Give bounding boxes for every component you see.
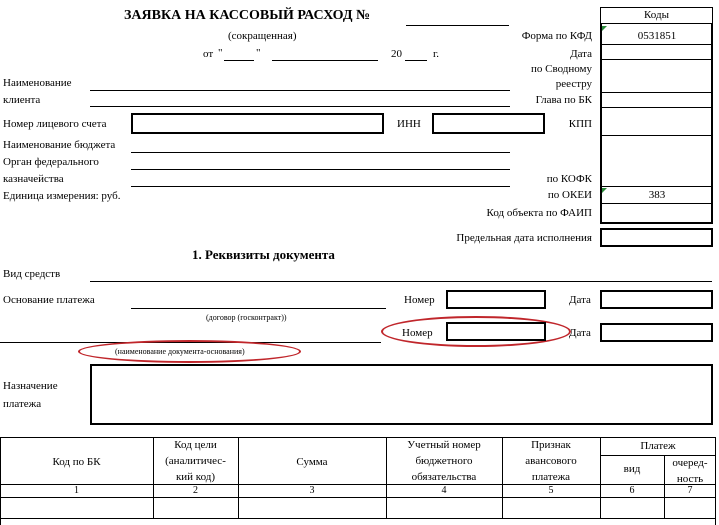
number2-label: Номер [402,327,433,339]
kofk-label: по КОФК [546,173,592,185]
header-line: обязательства [411,471,477,483]
header-line: очеред- [672,457,708,469]
payment-basis-line[interactable] [131,308,386,309]
form-kfd-label: Форма по КФД [521,30,592,42]
date-field[interactable] [600,290,713,309]
glava-bk-label: Глава по БК [535,94,592,106]
treasury-label-line2: казначейства [3,173,64,185]
form-title: ЗАЯВКА НА КАССОВЫЙ РАСХОД № [124,8,371,23]
table-numbers-bottom [0,497,716,498]
header-line: (аналитичес- [165,455,226,467]
budget-label: Наименование бюджета [3,139,116,151]
col-number: 7 [687,485,693,496]
funds-label: Вид средств [3,268,61,280]
col-number: 6 [629,485,635,496]
basis-doc-note: (наименование документа-основания) [115,347,245,356]
deadline-label: Предельная дата исполнения [456,232,592,244]
payment-basis-label: Основание платежа [3,294,95,306]
codes-row-divider [600,44,713,45]
client-name-line[interactable] [90,106,510,107]
header-line: бюджетного [415,455,473,467]
purpose-label-line1: Назначение [3,380,58,392]
header-kod-celi [153,437,238,485]
header-summa [238,454,386,470]
codes-header: Коды [644,9,669,21]
header-line: авансового [525,455,577,467]
registry-label-line2: реестру [555,78,592,90]
col-number: 1 [74,485,79,496]
header-line: Сумма [296,456,328,468]
number-label: Номер [404,294,435,306]
header-line: платежа [531,471,571,483]
table-col-divider [238,437,239,518]
funds-line[interactable] [90,281,712,282]
form-subtitle: (сокращенная) [228,30,297,42]
codes-row-divider [600,107,713,108]
table-row-bottom [0,518,716,519]
treasury-line[interactable] [131,186,510,187]
inn-field[interactable] [432,113,545,134]
codes-row-divider [600,135,713,136]
date-month-line[interactable] [272,60,378,61]
form-number-line[interactable] [406,25,509,26]
date-quote-close: " [256,47,261,59]
okei-label: по ОКЕИ [547,189,592,201]
account-label: Номер лицевого счета [3,118,107,130]
purpose-label-line2: платежа [3,398,42,410]
header-payment-vid [600,461,664,477]
client-name-label-line2: клиента [3,94,41,106]
header-payment-group: Платеж [640,440,676,452]
header-line: Признак [531,439,571,451]
header-line: Учетный номер [407,439,481,451]
date-year-line[interactable] [405,60,427,61]
date-day-line[interactable] [224,60,254,61]
date-label: Дата [569,294,591,306]
year-suffix: г. [433,48,440,60]
form-kfd-value[interactable]: 0531851 [637,30,677,42]
date2-field[interactable] [600,323,713,342]
number2-field[interactable] [446,322,546,341]
header-line: кий код) [175,471,216,483]
col-number: 2 [193,485,198,496]
kpp-label: КПП [568,118,592,130]
date-quote-open: " [218,47,223,59]
header-line: вид [623,463,641,475]
header-line: Код по БК [52,456,101,468]
header-line: Код цели [174,439,217,451]
header-line: ность [676,473,704,485]
col-number: 3 [309,485,315,496]
date2-label: Дата [569,327,591,339]
date-from-label: от [203,48,214,60]
codes-date-label: Дата [570,48,592,60]
header-priznak [502,437,600,485]
treasury-line[interactable] [131,169,510,170]
codes-row-divider [600,92,713,93]
registry-label-line1: по Сводному [530,63,592,75]
col-number: 4 [441,485,447,496]
codes-row-divider [600,59,713,60]
codes-header-cell [600,7,713,24]
contract-note: (договор (госконтракт)) [206,313,287,322]
purpose-field[interactable] [90,364,713,425]
account-field[interactable] [131,113,384,134]
client-name-line[interactable] [90,90,510,91]
header-kod-bk [0,454,153,470]
col-number: 5 [548,485,554,496]
section-title: 1. Реквизиты документа [192,247,335,262]
faip-label: Код объекта по ФАИП [486,207,592,219]
number-field[interactable] [446,290,546,309]
budget-line[interactable] [131,152,510,153]
codes-row-divider [600,186,713,187]
client-name-label-line1: Наименование [3,77,72,89]
inn-label: ИНН [397,118,421,130]
okei-value[interactable]: 383 [648,189,666,201]
codes-row-divider [600,203,713,204]
treasury-label-line1: Орган федерального [3,156,99,168]
header-payment-ocherednost [664,455,716,487]
deadline-field[interactable] [600,228,713,247]
unit-label: Единица измерения: руб. [3,190,121,202]
year-prefix: 20 [391,48,402,60]
header-uchetnyi-nomer [386,437,502,485]
